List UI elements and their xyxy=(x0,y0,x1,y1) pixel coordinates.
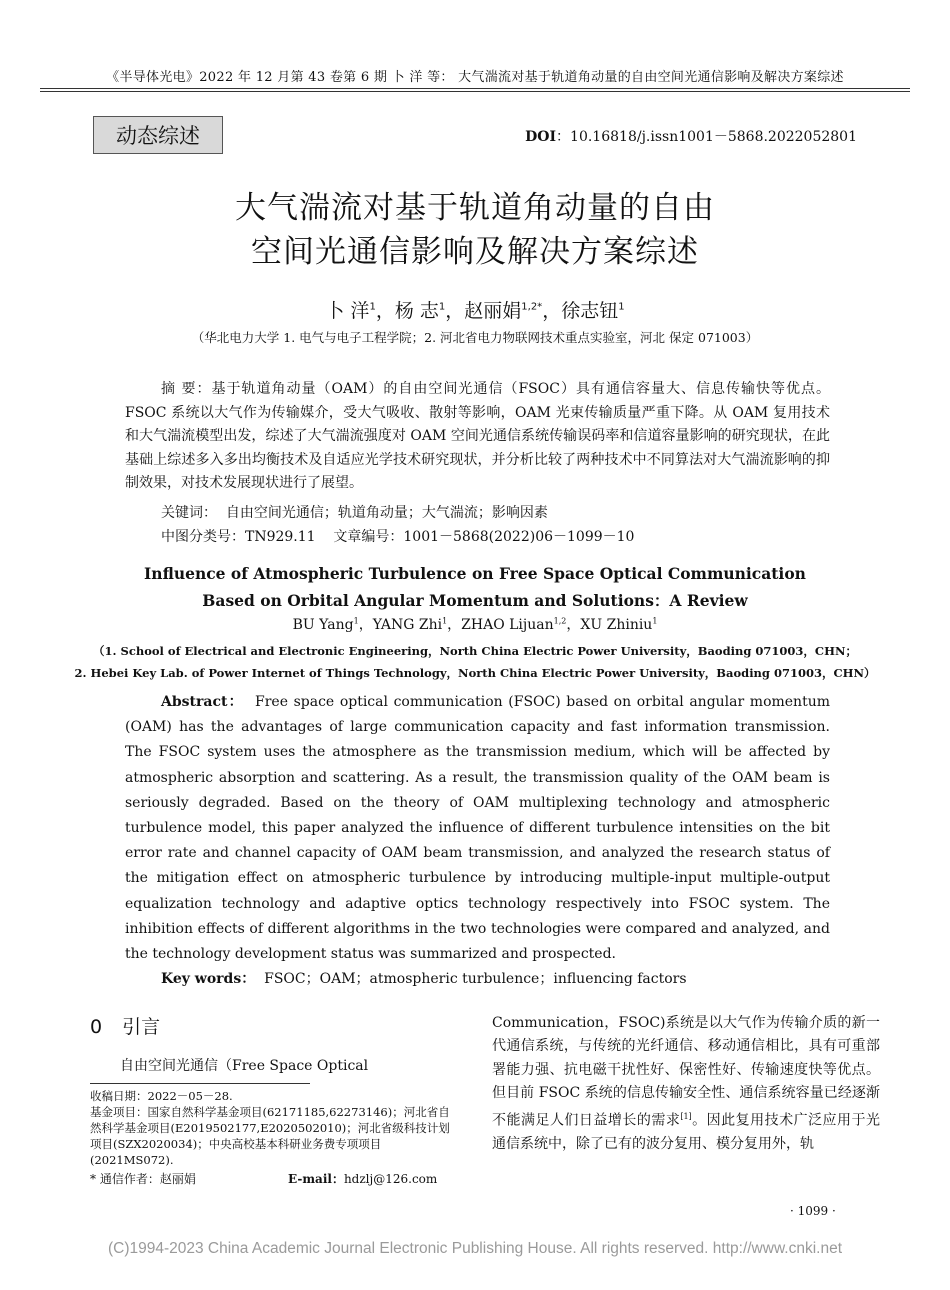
running-head: 《半导体光电》2022 年 12 月第 43 卷第 6 期 卜 洋 等： 大气湍流对基于轨道角动量的自由空间光通信影响及解决方案综述 xyxy=(106,70,844,85)
abstract-english xyxy=(125,690,830,967)
author-cn-sup: 1,2* xyxy=(521,301,543,313)
author-en-sup: 1 xyxy=(353,616,359,626)
doi-value: 10.16818/j.issn1001－5868.2022052801 xyxy=(570,129,857,145)
section-number: 0 xyxy=(90,1016,103,1038)
footnote-funding: 基金项目：国家自然科学基金项目(62171185,62273146)；河北省自然科学基金项目(E2019502177,E2020502010)；河北省级科技计划项目(SZX2020034)；中央高校基本科研业务费专项项目(2021MS072). xyxy=(90,1105,450,1167)
abstract-chinese xyxy=(125,378,830,496)
section-heading xyxy=(90,1012,160,1039)
affiliation-en-line1: （1. School of Electrical and Electronic Engineering，North China Electric Power University，Baoding 071003，CHN； xyxy=(93,644,857,658)
author-cn: 徐志钮 xyxy=(561,300,619,322)
author-cn: 杨 志 xyxy=(394,300,439,322)
author-cn-sup: 1 xyxy=(438,301,446,313)
doi-label: DOI xyxy=(525,129,557,145)
footnote-received: 收稿日期：2022－05－28. xyxy=(90,1089,233,1103)
header-rule-thin xyxy=(40,91,910,92)
section-title: 引言 xyxy=(122,1016,161,1038)
authors-english: BU Yang$^1$，YANG Zhi$^1$，ZHAO Lijuan$^{1,2}$，XU Zhiniu$^1$ xyxy=(292,616,658,633)
email-value: hdzlj@126.com xyxy=(343,1172,438,1186)
keywords-chinese xyxy=(161,502,548,522)
title-en-line1: Influence of Atmospheric Turbulence on Free Space Optical Communication xyxy=(144,564,806,583)
page-number: · 1099 · xyxy=(790,1204,836,1218)
title-cn-line1: 大气湍流对基于轨道角动量的自由 xyxy=(235,190,715,226)
footnote-rule xyxy=(90,1083,310,1084)
title-en-line2: Based on Orbital Angular Momentum and Solutions：A Review xyxy=(202,591,748,610)
abstract-cn-label: 摘 要： xyxy=(161,381,212,397)
keywords-cn-text: 自由空间光通信；轨道角动量；大气湍流；影响因素 xyxy=(225,505,548,521)
author-cn-sup: 1 xyxy=(369,301,376,313)
footnote-contact xyxy=(90,1170,460,1187)
keywords-en-label: Key words： xyxy=(161,971,256,987)
citation-ref: [1] xyxy=(680,1112,692,1122)
doi-sep: ： xyxy=(556,129,571,145)
intro-right-text xyxy=(492,1012,880,1156)
affiliation-en-line2: 2. Hebei Key Lab. of Power Internet of Things Technology，North China Electric Power University，Baoding 071003，CHN） xyxy=(74,666,876,680)
header-rule xyxy=(40,88,910,89)
author-cn: 赵丽娟 xyxy=(464,300,522,322)
author-en: YANG Zhi xyxy=(372,617,443,633)
section-badge: 动态综述 xyxy=(93,116,223,154)
authors-chinese: 卜 洋$^1$，杨 志$^1$，赵丽娟$^{1,2*}$，徐志钮$^1$ xyxy=(325,300,625,322)
abstract-en-text: Free space optical communication (FSOC) based on orbital angular momentum (OAM) has the advantages of large communication capacity and fast information transmission. The FSOC system uses the atmosphere as the transmission medium, which will be affected by atmospheric absorption and scattering. As a result, the transmission quality of the OAM beam is seriously degraded. Based on the theory of OAM multiplexing technology and atmospheric turbulence model, this paper analyzed the influence of different turbulence intensities on the bit error rate and channel capacity of OAM beam transmission, and analyzed the research status of the mitigation effect on atmospheric turbulence by introducing multiple-input multiple-output equalization technology and adaptive optics technology respectively into FSOC system. The inhibition effects of different algorithms in the two technologies were compared and analyzed, and the technology development status was summarized and prospected. xyxy=(125,694,830,963)
keywords-en-text: FSOC；OAM；atmospheric turbulence；influencing factors xyxy=(264,971,687,987)
author-en-sup: 1,2 xyxy=(553,616,567,626)
cnki-watermark: (C)1994-2023 China Academic Journal Electronic Publishing House. All rights reserved. http://www.cnki.net xyxy=(107,1240,843,1257)
email-label: E-mail： xyxy=(288,1172,344,1186)
doi xyxy=(525,126,857,146)
author-en: BU Yang xyxy=(292,617,354,633)
affiliation-chinese: （华北电力大学 1. 电气与电子工程学院；2. 河北省电力物联网技术重点实验室，河北 保定 071003） xyxy=(191,330,759,345)
title-cn-line2: 空间光通信影响及解决方案综述 xyxy=(251,234,699,270)
author-en: ZHAO Lijuan xyxy=(461,617,554,633)
classification-chinese xyxy=(161,526,634,546)
author-cn-sup: 1 xyxy=(618,301,625,313)
clc-value: TN929.11 xyxy=(245,529,316,545)
footnotes xyxy=(90,1088,460,1168)
title-chinese xyxy=(60,186,890,274)
corresponding-author: * 通信作者：赵丽娟 xyxy=(90,1172,196,1186)
article-no-label: 文章编号： xyxy=(333,529,404,545)
article-no-value: 1001－5868(2022)06－1099－10 xyxy=(403,529,635,545)
abstract-en-label: Abstract： xyxy=(161,694,244,710)
title-english xyxy=(60,560,890,614)
intro-right-before-ref: Communication，FSOC)系统是以大气作为传输介质的新一代通信系统，与传统的光纤通信、移动通信相比，具有可重部署能力强、抗电磁干扰性好、保密性好、传输速度快等优点。但目前 FSOC 系统的信息传输安全性、通信系统容量已经逐渐不能满足人们日益增长的需求 xyxy=(492,1015,880,1129)
intro-left-text: 自由空间光通信（Free Space Optical xyxy=(120,1058,369,1074)
abstract-cn-text: 基于轨道角动量（OAM）的自由空间光通信（FSOC）具有通信容量大、信息传输快等优点。FSOC 系统以大气作为传输媒介，受大气吸收、散射等影响，OAM 光束传输质量严重下降。从 OAM 复用技术和大气湍流模型出发，综述了大气湍流强度对 OAM 空间光通信系统传输误码率和信道容量影响的研究现状，在此基础上综述多入多出均衡技术及自适应光学技术研究现状，并分析比较了两种技术中不同算法对大气湍流影响的抑制效果，对技术发展现状进行了展望。 xyxy=(125,381,830,491)
affiliation-english xyxy=(40,640,910,684)
keywords-english xyxy=(161,968,687,988)
clc-label: 中图分类号： xyxy=(161,529,245,545)
author-en-sup: 1 xyxy=(442,616,448,626)
keywords-cn-label: 关键词： xyxy=(161,505,217,521)
author-en: XU Zhiniu xyxy=(580,617,653,633)
author-en-sup: 1 xyxy=(652,616,658,626)
intro-right-after-ref: 。因此复用技术广泛应用于光通信系统中，除了已有的波分复用、模分复用外，轨 xyxy=(492,1112,880,1153)
author-cn: 卜 洋 xyxy=(325,300,370,322)
